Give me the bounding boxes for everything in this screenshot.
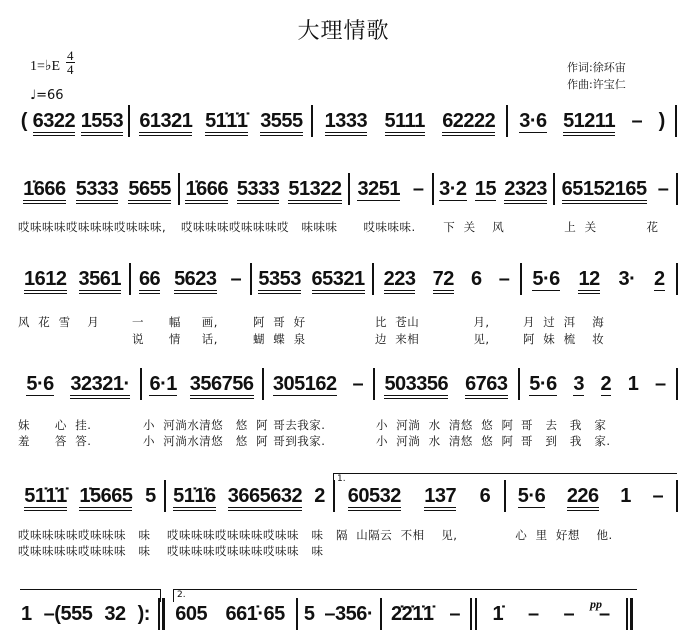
note-group: 15 — [474, 178, 497, 200]
note-group: 1 — [627, 373, 639, 395]
note-group: 5 — [303, 603, 315, 625]
note-group: ): — [137, 603, 150, 625]
barline — [506, 105, 508, 137]
barline — [262, 368, 264, 400]
measure — [132, 269, 248, 295]
note-group: 1̇5665 — [79, 486, 132, 511]
measure — [351, 179, 430, 205]
barline — [553, 173, 555, 205]
note-group: 1 — [21, 603, 32, 625]
lyric-line: 比 苍山 月, — [375, 315, 490, 329]
lyric-line: 阿 哥 好 — [253, 315, 306, 329]
lyric-line: 哥 到 我 家. — [521, 434, 611, 448]
barline — [164, 480, 166, 512]
note-group: – — [657, 178, 669, 200]
note-group: 5·6 — [517, 485, 546, 507]
note-group: 6 — [471, 268, 482, 290]
barline — [128, 105, 130, 137]
measure — [18, 111, 126, 137]
lyric-line: 小 河淌水清悠 悠 阿 — [143, 434, 269, 448]
volta-label-first: 1. — [337, 474, 346, 484]
lyric-line: 边 来相 见, — [375, 332, 490, 346]
measure — [18, 179, 176, 205]
lyric-line: 小 河淌 水 清悠 悠 阿 — [376, 418, 514, 432]
note-group: 3·2 — [439, 178, 467, 200]
lyric-line: 上 关 花 — [556, 220, 659, 234]
note-group: 5333 — [237, 179, 280, 204]
note-group: 5·6 — [532, 268, 560, 290]
time-signature — [66, 49, 75, 76]
note-group: 3251 — [357, 178, 400, 200]
note-group: 2323 — [504, 179, 547, 204]
measure — [521, 374, 674, 400]
note-group: 1̇666 — [185, 179, 228, 204]
lyric-line: 哎味味味哎味味味哎味味 味 — [167, 528, 324, 542]
note-group: 5111 — [385, 111, 425, 136]
note-group: 5 — [145, 485, 156, 507]
measure — [265, 374, 371, 400]
lyric-line: 哎味味味哎味味味哎 味味味 — [181, 220, 338, 234]
barline — [372, 263, 374, 295]
lyric-line: 哥 去 我 家 — [521, 418, 607, 432]
note-group: 51211 — [563, 111, 615, 136]
note-group: 2 — [653, 268, 665, 290]
measure — [253, 269, 370, 295]
lyric-line: 哎味味味哎味味味哎味味味, — [18, 220, 167, 234]
barline — [373, 368, 375, 400]
lyric-line: 月 过 洱 海 — [523, 315, 605, 329]
measure — [336, 486, 502, 512]
note-group: 503356 — [384, 374, 448, 399]
measure — [143, 374, 260, 400]
barline — [178, 173, 180, 205]
staff-row — [0, 269, 687, 295]
barline — [475, 598, 477, 630]
lyric-line: 说 情 话, — [132, 332, 218, 346]
barline — [626, 598, 628, 630]
note-group: 137 — [424, 486, 456, 511]
barline — [504, 480, 506, 512]
note-group: 3665632 — [228, 486, 302, 511]
note-group: 2 — [600, 373, 612, 395]
note-group: 305162 — [272, 373, 337, 395]
volta-bracket-first-end — [20, 589, 161, 602]
note-group: – — [412, 178, 424, 200]
barline — [676, 368, 678, 400]
time-signature-bottom: 4 — [67, 62, 74, 77]
note-group: 51̇1̇1̇ — [24, 486, 67, 511]
measure — [523, 269, 674, 295]
barline — [158, 598, 160, 630]
measure — [18, 486, 162, 512]
lyric-line: 阿 妹 梳 妆 — [523, 332, 605, 346]
note-group: – — [631, 110, 643, 132]
note-group: – — [652, 485, 664, 507]
measure — [299, 604, 378, 630]
note-group: 5·6 — [529, 373, 557, 395]
lyricist-credit: 作词:徐环宙 — [567, 61, 626, 74]
measure — [480, 604, 622, 630]
staff-row — [0, 486, 687, 512]
dynamic-marking: pp — [590, 597, 602, 611]
note-group: 12 — [578, 269, 599, 294]
note-group: – — [527, 603, 539, 625]
measure — [556, 179, 674, 205]
lyric-line: 羞 答 答. — [18, 434, 92, 448]
song-title: 大理情歌 — [297, 19, 390, 44]
lyric-line: 哎味味味. — [351, 220, 416, 234]
lyric-line: 哥到我家. — [265, 434, 326, 448]
measure — [507, 486, 674, 512]
note-group: 72 — [433, 269, 454, 294]
note-group: –356· — [324, 603, 374, 625]
note-group: 2̇2̇1̇1̇ — [390, 603, 434, 625]
barline — [162, 598, 165, 630]
lyric-line: 哥去我家. — [265, 418, 326, 432]
tempo-marking: ♩=66 — [30, 88, 64, 103]
note-group: 61321 — [139, 111, 192, 136]
note-group: ( — [20, 110, 27, 132]
barline — [348, 173, 350, 205]
note-group: 6763 — [465, 374, 508, 399]
note-group: 32 — [104, 603, 126, 625]
composer-credit: 作曲:许宝仁 — [567, 78, 626, 91]
barline — [470, 598, 472, 630]
note-group: 6322 — [33, 111, 76, 136]
note-group: 3·6 — [519, 110, 547, 132]
note-group: – — [352, 373, 364, 395]
barline — [520, 263, 522, 295]
note-group: 223 — [384, 269, 416, 294]
measure — [383, 604, 468, 630]
barline — [676, 263, 678, 295]
measure — [15, 604, 156, 630]
barline — [518, 368, 520, 400]
measure — [166, 604, 294, 630]
measure — [435, 179, 551, 205]
note-group: – — [449, 603, 461, 625]
note-group: 356756 — [190, 374, 254, 399]
note-group: 1333 — [325, 111, 368, 136]
staff-row — [0, 111, 687, 137]
key-signature: 1=♭E — [30, 59, 61, 74]
barline — [140, 368, 142, 400]
barline — [630, 598, 633, 630]
barline — [676, 173, 678, 205]
lyric-line: 一 幅 画, — [132, 315, 218, 329]
note-group: 51̇1̇1̇ — [205, 111, 248, 136]
note-group: 5353 — [258, 269, 301, 294]
barline — [676, 480, 678, 512]
note-group: 1553 — [81, 111, 124, 136]
note-group: 51̇1̇6 — [173, 486, 216, 511]
lyric-line: 哎味味味味哎味味味 味 — [18, 544, 151, 558]
note-group: 51322 — [288, 179, 341, 204]
lyric-line: 蝴 蝶 泉 — [253, 332, 306, 346]
barline — [250, 263, 252, 295]
lyric-line: 哎味味味哎味味味哎味味 味 — [167, 544, 324, 558]
note-group: 6·1 — [149, 373, 177, 395]
barline — [333, 480, 335, 512]
note-group: 5655 — [128, 179, 171, 204]
measure — [376, 374, 516, 400]
note-group: 60532 — [348, 486, 401, 511]
lyric-line: 哎味味味味哎味味味 味 — [18, 528, 151, 542]
measure — [133, 111, 309, 137]
measure — [375, 269, 518, 295]
note-group: – — [563, 603, 575, 625]
barline — [675, 105, 677, 137]
barline — [311, 105, 313, 137]
note-group: 6 — [479, 485, 491, 507]
note-group: –(555 — [43, 603, 93, 625]
measure — [511, 111, 673, 137]
note-group: 3· — [618, 268, 636, 290]
note-group: – — [498, 268, 510, 290]
barline — [380, 598, 382, 630]
measure — [167, 486, 331, 512]
staff-row — [0, 179, 687, 205]
note-group: 3561 — [79, 269, 122, 294]
measure — [316, 111, 504, 137]
barline — [296, 598, 298, 630]
lyric-line: 小 河淌水清悠 悠 阿 — [143, 418, 269, 432]
lyric-line: 心 里 好想 他. — [507, 528, 613, 542]
note-group: 605 — [175, 603, 208, 625]
note-group: 1̇666 — [23, 179, 66, 204]
note-group: 1612 — [24, 269, 67, 294]
volta-label-second: 2. — [177, 590, 186, 600]
note-group: 661̇·65 — [225, 603, 285, 625]
note-group: 5·6 — [26, 373, 54, 395]
note-group: 3555 — [260, 111, 303, 136]
staff-row — [0, 374, 687, 400]
lyric-line: 风 花 雪 月 — [18, 315, 100, 329]
barline — [432, 173, 434, 205]
volta-bracket-second — [173, 589, 637, 602]
measure — [181, 179, 346, 205]
lyric-line: 下 关 风 — [435, 220, 505, 234]
note-group: 1 — [620, 485, 631, 507]
note-group: 66 — [139, 269, 160, 294]
note-group: ) — [658, 110, 665, 132]
note-group: 5623 — [174, 269, 217, 294]
measure — [18, 269, 127, 295]
note-group: – — [598, 603, 610, 625]
note-group: 65321 — [312, 269, 365, 294]
note-group: – — [230, 268, 242, 290]
note-group: – — [655, 373, 666, 395]
note-group: 65152165 — [562, 179, 647, 204]
staff-row — [0, 604, 687, 630]
note-group: 3 — [573, 373, 584, 395]
note-group: 5333 — [76, 179, 119, 204]
lyric-line: 妹 心 挂. — [18, 418, 92, 432]
note-group: 226 — [567, 486, 599, 511]
lyric-line: 隔 山隔云 不相 见, — [336, 528, 458, 542]
note-group: 2 — [314, 485, 325, 507]
note-group: 62222 — [442, 111, 495, 136]
measure — [18, 374, 138, 400]
time-signature-top: 4 — [67, 48, 74, 63]
barline — [129, 263, 131, 295]
note-group: 1̇ — [492, 603, 504, 625]
lyric-line: 小 河淌 水 清悠 悠 阿 — [376, 434, 514, 448]
note-group: 32321· — [70, 374, 129, 399]
